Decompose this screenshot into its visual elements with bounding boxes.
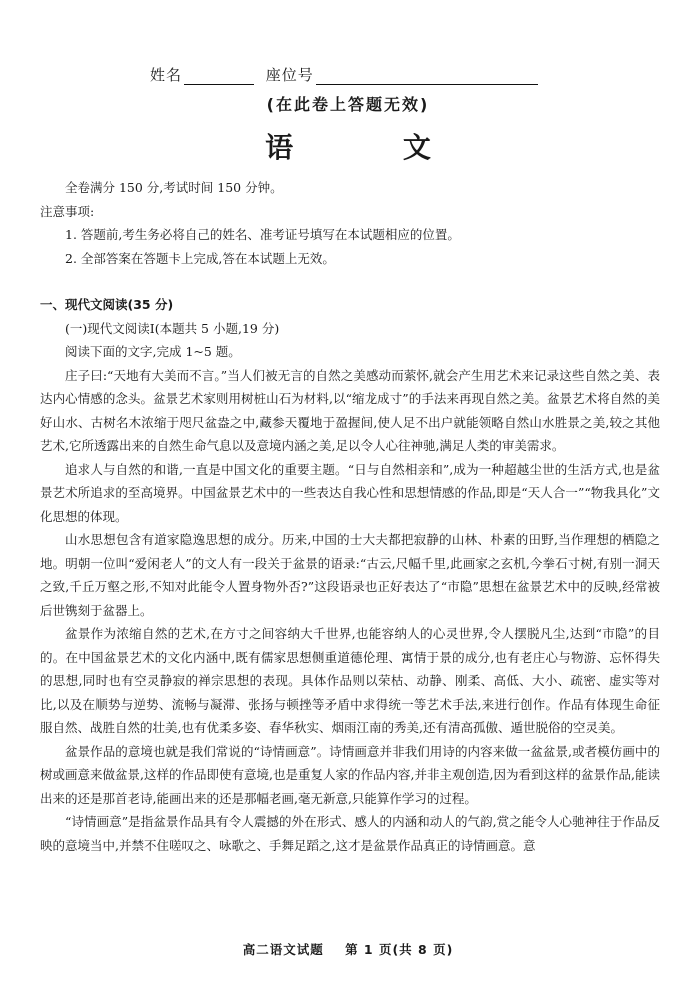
notice-item-1: 1. 答题前,考生务必将自己的姓名、准考证号填写在本试题相应的位置。 — [65, 227, 460, 242]
paragraph-3: 山水思想包含有道家隐逸思想的成分。历来,中国的士大夫都把寂静的山林、朴素的田野,当作理想的栖隐之地。明朝一位叫“爱闲老人”的文人有一段关于盆景的语录:“古云,尺幅千里,此画家之玄机,今拳石寸树,有别一洞天之致,千丘万壑之形,不知对此能令人置身物外否?”这段语录也正好表达了“市隐”思想在盆景艺术中的反映,经常被后世镌刻于盆器上。 — [40, 532, 660, 618]
notice-title: 注意事项: — [40, 203, 95, 219]
paragraph-2: 追求人与自然的和谐,一直是中国文化的重要主题。“日与自然相亲和”,成为一种超越尘世的生活方式,也是盆景艺术所追求的至高境界。中国盆景艺术中的一些表达自我心性和思想情感的作品,即是“天人合一”“物我具化”文化思想的体现。 — [40, 461, 660, 524]
paragraph-1: 庄子曰:“天地有大美而不言。”当人们被无言的自然之美感动而萦怀,就会产生用艺术来记录这些自然之美、表达内心情感的念头。盆景艺术家则用树桩山石为材料,以“缩龙成寸”的手法来再现自然之美。盆景艺术将自然的美好山水、古树名木浓缩于咫尺盆盎之中,藏参天覆地于盈握间,使人足不出户就能领略自然山水胜景之美,较之其他艺术,它所透露出来的自然生命气息以及意境内涵之美,足以令人心往神驰,满足人类的审美需求。 — [40, 367, 660, 453]
candidate-info-line — [150, 64, 544, 85]
page-footer — [0, 940, 696, 958]
intro-block — [40, 176, 660, 270]
sub-section-title: (一)现代文阅读Ⅰ(本题共 5 小题,19 分) — [65, 320, 280, 336]
paragraph-5: 盆景作品的意境也就是我们常说的“诗情画意”。诗情画意并非我们用诗的内容来做一盆盆景,或者模仿画中的树或画意来做盆景,这样的作品即使有意境,也是重复人家的作品内容,并非主观创造,因为看到这样的盆景作品,能读出来的还是那首老诗,能画出来的还是那幅老画,毫无新意,只能算作学习的过程。 — [40, 743, 660, 806]
subject-title: 语 文 — [265, 131, 481, 164]
section-title: 一、现代文阅读(35 分) — [40, 297, 174, 312]
notice-item-2: 2. 全部答案在答题卡上完成,答在本试题上无效。 — [65, 250, 335, 266]
name-label: 姓名 — [150, 66, 183, 84]
page-number: 第 1 页(共 8 页) — [345, 942, 454, 957]
instruction: 阅读下面的文字,完成 1~5 题。 — [65, 344, 241, 359]
seat-blank — [316, 68, 538, 85]
exam-name: 高二语文试题 — [242, 942, 324, 957]
reading-section — [40, 293, 660, 857]
score-time: 全卷满分 150 分,考试时间 150 分钟。 — [65, 180, 283, 195]
seat-label: 座位号 — [265, 66, 314, 84]
invalid-note: (在此卷上答题无效) — [266, 95, 430, 114]
name-blank — [184, 68, 254, 85]
paragraph-4: 盆景作为浓缩自然的艺术,在方寸之间容纳大千世界,也能容纳人的心灵世界,令人摆脱凡尘,达到“市隐”的目的。在中国盆景艺术的文化内涵中,既有儒家思想侧重道德伦理、寓情于景的成分,也有老庄心与物游、忘怀得失的思想,同时也有空灵静寂的禅宗思想的表现。具体作品则以荣枯、动静、刚柔、高低、大小、疏密、虚实等对比,以及在顺势与逆势、流畅与凝滞、张扬与顿挫等矛盾中求得统一等艺术手法,来进行创作。作品有体现生命征服自然、战胜自然的壮美,也有优柔多姿、春华秋实、烟雨江南的秀美,还有清高孤傲、遁世脱俗的空灵美。 — [40, 626, 660, 735]
paragraph-6: “诗情画意”是指盆景作品具有令人震撼的外在形式、感人的内涵和动人的气韵,赏之能令人心驰神往于作品反映的意境当中,并禁不住嗟叹之、咏歌之、手舞足蹈之,这才是盆景作品真正的诗情画意。意 — [40, 814, 660, 853]
